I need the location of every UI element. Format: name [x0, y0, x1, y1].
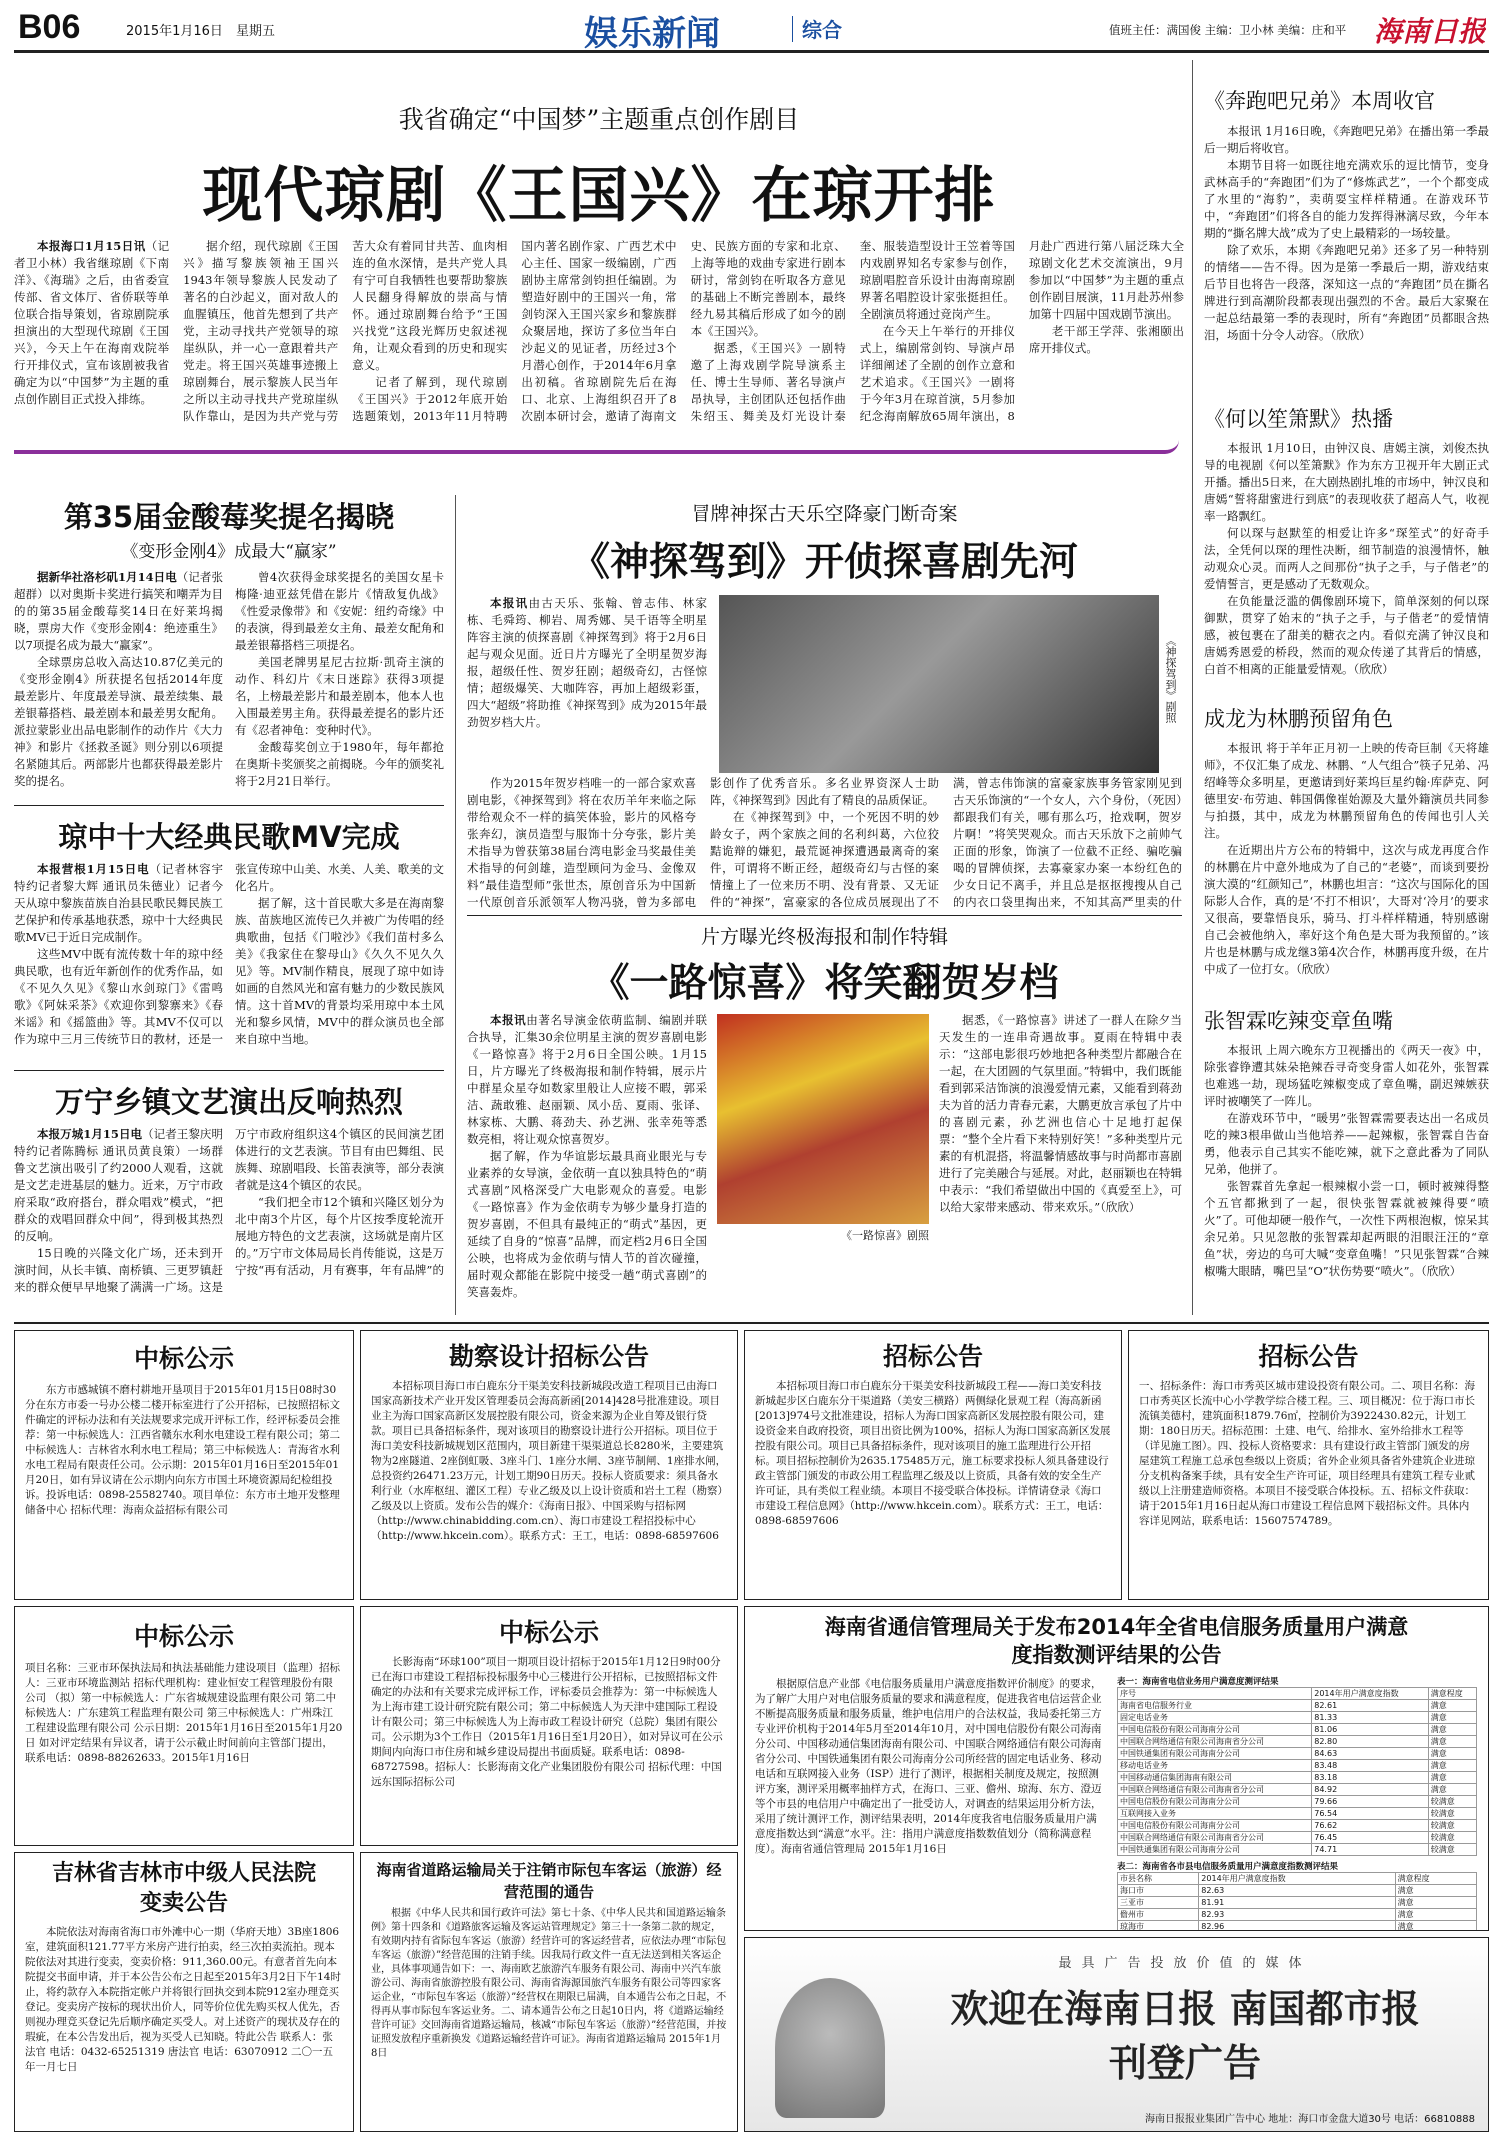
story-wanning [14, 1080, 444, 1315]
table-cell: 84.63 [1312, 1748, 1429, 1760]
table-title: 表一：海南省电信业务用户满意度测评结果 [1117, 1677, 1279, 1687]
detective-paragraph: 在《神探驾到》中，一个死因不明的妙龄女子，两个家族之间的名利纠葛，六位狡黠诡辩的嫌犯，最荒诞神探遭遇最离奇的案件，可谓将不断正经，超级奇幻与古怪的案情撞上了一位来历不明、没有背景、又无证件的“神探”，富豪家的各位成员展现出了不满，曾志伟饰演的富豪家族事务管家刚见到古天乐饰演的“一个女人，六个身份，（死因）都跟我们有关，哪有那么巧，抢戏啊，贺岁片啊！”将笑哭观众。而古天乐放下之前帅气正面的形象，饰演了一位截不正经、骗吃骗喝的冒牌侦探，去寡豪家办案一本纷红色的少女日记不离手，并且总是抠抠搜搜从自己的内衣口袋里掏出来，不知其高严里卖的什 [710, 776, 1182, 909]
ad-body: 一、招标条件：海口市秀英区城市建设投资有限公司。二、项目名称：海口市秀英区长流中心小学教学综合楼工程。三、项目概况：位于海口市长流镇美德村，建筑面积1879.76㎡，控制价为3922430.82元，计划工期：180日历天。招标范围：土建、电气、给排水、室外给排水工程等（详见施工图）。四、投标人资格要求：具有建设行政主管部门颁发的房屋建筑工程施工总承包叁级以上资质；省外企业须具备省外建筑企业进琼分支机构备案手续，具有安全生产许可证，项目经理具有建筑工程专业贰级以上注册建造师资格。本项目不接受联合体投标。五、招标文件获取：请于2015年1月16日起从海口市建设工程信息网下载招标文件。具体内容详见网站，联系电话：15607574789。 [1139, 1380, 1475, 1527]
raspberry-paragraph: 曾4次获得金球奖提名的美国女星卡梅隆·迪亚兹凭借在影片《情敌复仇战》《性爱录像带》和《安妮：纽约奇缘》中的表演，得到最差女主角、最差女配角和最差银幕搭档三项提名。 [235, 570, 444, 652]
table-cell: 中国移动通信集团海南有限公司 [1118, 1772, 1312, 1784]
table-cell: 满意 [1428, 1724, 1476, 1736]
table-cell: 84.92 [1312, 1784, 1429, 1796]
masthead-rule [14, 50, 1489, 53]
table-header-row [1118, 1873, 1477, 1885]
wanning-headline: 万宁乡镇文艺演出反响热烈 [54, 1085, 403, 1119]
sidebar-paragraph: 张智霖首先拿起一根辣椒小尝一口，顿时被辣得整个五官都揪到了一起，很快张智霖就被辣得要“喷火”了。可他却硬一般作气，一次性下两根泡椒，惊呆其余兄弟。只见忽散的张智霖却起两眼的泪眼汪汪的“章鱼”状，旁边的乌可大喊“变章鱼嘴！”只见张智霖“合辣椒嘴大眼睛，嘴巴呈“O”状伤势要“喷火”。（欣欣） [1204, 1179, 1489, 1278]
sidebar-headline-2: 《何以笙箫默》热播 [1204, 407, 1393, 431]
raspberry-paragraph: 美国老牌男星尼古拉斯·凯奇主演的动作、科幻片《末日迷踪》获得3项提名，上榜最差影片和最差剧本，他本人也入围最差男主角。获得最差提名的影片还有《忍者神龟：变种时代》。 [235, 655, 444, 737]
satisfaction-table-2 [1117, 1872, 1477, 1931]
lead-kicker: 我省确定“中国梦”主题重点创作剧目 [398, 105, 800, 134]
wanning-body [14, 1126, 444, 1311]
table-row [1118, 1921, 1477, 1932]
sidebar-paragraph: 除了欢乐，本期《奔跑吧兄弟》还多了另一种特别的情绪——告不得。因为是第一季最后一期，游戏结束后节目也将告一段落，深知这一点的“奔跑团”员在撕名牌进行到高潮阶段都表现出强烈的不舍。最后大家聚在一起总结最第一季的表现时，所有“奔跑团”员都眼含热泪，场面十分令人动容。（欣欣） [1204, 243, 1489, 342]
table-cell: 满意 [1428, 1712, 1476, 1724]
banner-tagline: 最具广告投放价值的媒体 [1058, 1956, 1312, 1971]
banner-headline: 欢迎在海南日报 南国都市报 刊登广告 [950, 1987, 1420, 2085]
ad-title: 吉林省吉林市中级人民法院变卖公告 [51, 1861, 316, 1916]
table-title: 表二：海南省各市县电信服务质量用户满意度指数测评结果 [1117, 1862, 1339, 1872]
table-cell: 满意 [1428, 1700, 1476, 1712]
table-row [1118, 1909, 1477, 1921]
table-header: 2014年用户满意度指数 [1199, 1873, 1395, 1885]
lead-paragraph: 记者了解到，现代琼剧《王国兴》于2012年底开始选题策划，2013年11月特聘国内著名剧作家、广西艺术中心主任、国家一级编剧，广西剧协主席常剑钧担任编剧。为塑造好剧中的王国兴一角，常剑钧深入王国兴家乡和黎族群众聚居地，探访了多位当年白沙起义的见证者，历经过3个月潜心创作，于2014年6月拿出初稿。省琼剧院先后在海口、北京、上海组织召开了8次剧本研讨会，邀请了海南文史、民族方面的专家和北京、上海等地的戏曲专家进行剧本研讨，常剑钧在听取各方意见的基础上不断完善剧本，最终经九易其稿后形成了如今的剧本《王国兴》。 [352, 239, 846, 423]
masthead [14, 6, 1489, 50]
ad-media-banner [744, 1937, 1489, 2132]
table-cell: 满意 [1428, 1748, 1476, 1760]
ad-body: 本招标项目海口市白鹿东分干渠美安科技新城段工程——海口美安科技新城起步区白鹿东分干渠道路（美安三横路）两侧绿化景观工程（海高新函[2013]974号文批准建设，招标人为海口国家高新区发展控股有限公司，建设资金来自政府投资，项目出资比例为100%，招标人为海口国家高新区发展控股有限公司。项目已具备招标条件，现对该项目的施工监理进行公开招标。项目招标控制价为2635.175485万元，施工标要求投标人须具备建设行政主管部门颁发的市政公用工程监理乙级及以上资质，具备有效的安全生产许可证，具有类似工程业绩。本项目不接受联合体投标。详情请登录《海口市建设工程信息网》（http://www.hkcein.com）。联系方式：王工，电话：0898-68597606 [755, 1380, 1111, 1527]
story-surprise [467, 922, 1182, 1317]
table-header: 序号 [1118, 1688, 1312, 1700]
ad-title: 招标公告 [882, 1342, 983, 1371]
raspberry-paragraph: 全球票房总收入高达10.87亿美元的《变形金刚4》所获提名包括2014年度最差影片、年度最差导演、最差续集、最差银幕搭档、最差剧本和最差男女配角。派拉蒙影业出品电影制作的动作片《大力神》和影片《拯救圣诞》则分别以6项提名紧随其后。两部影片也都获得最差影片奖的提名。 [14, 655, 223, 788]
sidebar-paragraph: 本报讯 将于羊年正月初一上映的传奇巨制《天将雄师》，不仅汇集了成龙、林鹏、“人气组合”筷子兄弟、冯绍峰等众多明星，更邀请到好莱坞巨星约翰·库萨克、阿德里安·布劳迪、韩国偶像崔始源及大量外籍演员共同参与拍摄，其中，成龙为林鹏预留角色的传闻也引人关注。 [1204, 741, 1489, 840]
section-sub: 综合 [802, 18, 842, 42]
story-qiongzhong [14, 815, 444, 1070]
detective-photo [719, 595, 1159, 773]
table-cell: 81.91 [1199, 1897, 1395, 1909]
table-row [1118, 1712, 1477, 1724]
table-cell: 海口市 [1118, 1885, 1199, 1897]
surprise-paragraph: 由著名导演金依萌监制、编剧并联合执导，汇集30余位明星主演的贺岁喜剧电影《一路惊喜》将于2月6日全国公映。1月15日，片方曝光了终极海报和制作特辑，展示片中群星众星夺如数家里般让人应接不暇，郭采洁、蔬敢雅、赵丽颖、凤小岳、夏雨、张译、林家栋、大鹏、蒋劲夫、孙艺洲、张幸苑等悉数亮相，将让观众惊喜贺岁。 [467, 1013, 707, 1146]
table-cell: 83.48 [1312, 1760, 1429, 1772]
ad-telecom-notice [744, 1606, 1489, 1931]
table-cell: 中国铁通集团有限公司海南分公司 [1118, 1748, 1312, 1760]
story-golden-raspberry [14, 495, 444, 805]
sidebar-paragraph: 在近期出片方公布的特辑中，这次与成龙再度合作的林鹏在片中意外地成为了自己的“老婆”，而谈到要扮演大漠的“红颜知己”，林鹏也坦言：“这次与国际化的国际影人合作，真的是‘不打不相识’，大哥对‘冷月’的要求又很高，要靠悟良乐，骑马、打斗样样精通，特别感谢自己会被他纳入，率好这个角色是大哥为我预留的。”该片也是林鹏与成龙继3第4次合作，林鹏再度升级，在片中成了一位打女。（欣欣） [1204, 843, 1489, 976]
table-row [1118, 1772, 1477, 1784]
story-detective [467, 495, 1182, 915]
table-row [1118, 1885, 1477, 1897]
qiongzhong-dateline: 本报营根1月15日电 [37, 862, 150, 876]
table-cell: 中国电信股份有限公司海南分公司 [1118, 1724, 1312, 1736]
lead-story [14, 60, 1184, 460]
table-cell: 满意 [1428, 1736, 1476, 1748]
section-title: 娱乐新闻 [584, 14, 720, 50]
lead-dateline: 本报海口1月15日讯 [37, 239, 146, 253]
sidebar-paragraph: 本报讯 1月16日晚，《奔跑吧兄弟》在播出第一季最后一期后将收官。 [1204, 124, 1489, 155]
ad-title: 勘察设计招标公告 [448, 1342, 649, 1371]
table-cell: 82.61 [1312, 1700, 1429, 1712]
raspberry-paragraph: （记者张超群）以对奥斯卡奖进行搞笑和嘲弄为目的的第35届金酸莓奖14日在好莱坞揭晓，票房大作《变形金刚4：绝迹重生》以7项提名成为最大“赢家”。 [14, 570, 223, 652]
ad-title: 中标公示 [133, 1344, 234, 1373]
table-cell: 76.45 [1312, 1832, 1429, 1844]
table-cell: 互联网接入业务 [1118, 1808, 1312, 1820]
qiongzhong-body [14, 861, 444, 1065]
table-cell: 满意 [1395, 1897, 1476, 1909]
sidebar-body-1 [1204, 123, 1489, 403]
ad-body: 根据《中华人民共和国行政许可法》第七十条、《中华人民共和国道路运输条例》第十四条和《道路旅客运输及客运站管理规定》第三十一条第二款的规定，有效期内持有省际包车客运（旅游）经营许可的客运经营者，应依法办理“市际包车客运（旅游）”经营范围的注销手续。因我局行政文件一直无法送到相关客运企业，具体事项通告如下：一、海南欧艺旅游汽车服务有限公司、海南中兴汽车旅游公司、海南省旅游控股有限公司、海南省海源国旅汽车服务有限公司等四家客运企业，“市际包车客运（旅游）”经营权在期限已届满，自本通告公布之日起，不得再从事市际包车客运业务。二、请本通告公布之日起10日内，将《道路运输经营许可证》交回海南省道路运输局，核减“市际包车客运（旅游）”经营范围，并按证照发放程序重新换发《道路运输经营许可证》。海南省道路运输局 2015年1月8日 [371, 1908, 727, 2059]
ad-tender-notice-2 [1128, 1330, 1489, 1600]
lead-headline: 现代琼剧《王国兴》在琼开排 [202, 161, 996, 231]
table-cell: 固定电话业务 [1118, 1712, 1312, 1724]
surprise-paragraph: 据了解，作为华谊影坛最具商业眼光与专业素养的女导演，金依萌一直以独具特色的“萌式喜剧”风格深受广大电影观众的喜爱。电影《一路惊喜》作为金依萌专为够少量身打造的贺岁喜剧，不但具有最纯正的“萌式”基因，更延续了自身的“惊喜”品牌，而定档2月6日全国公映，也将成为金依萌与情人节的首次碰撞，届时观众都能在影院中接受一趟“萌式喜剧”的笑喜轰炸。 [467, 1149, 707, 1299]
detective-body [467, 775, 1182, 913]
sidebar-headline-4: 张智霖吃辣变章鱼嘴 [1204, 1009, 1393, 1033]
table-cell: 82.96 [1199, 1921, 1395, 1932]
table-cell: 满意 [1428, 1760, 1476, 1772]
ad-title: 招标公告 [1258, 1342, 1359, 1371]
table-cell: 移动电话业务 [1118, 1760, 1312, 1772]
surprise-dateline: 本报讯 [490, 1013, 527, 1027]
surprise-photo [717, 1014, 929, 1224]
qiongzhong-paragraph: 据了解，这十首民歌大多是在海南黎族、苗族地区流传已久并被广为传唱的经典歌曲，包括《门啦沙》《我们苗村多么美》《我家住在黎母山》《久久不见久久见》等。MV制作精良，展现了琼中如诗如画的自然风光和富有魅力的少数民族风情。这十首MV的背景均采用琼中本土风光和黎乡风情，MV中的群众演员也全部来自琼中当地。 [235, 896, 444, 1046]
sidebar-paragraph: 何以琛与赵默笙的相爱让许多“琛笙式”的好奇手法，全凭何以琛的理性决断，细节制造的浪漫情怀，触动观众心灵。而两人之间那份“执子之手，与子偕老”的爱情誓言，更是感动了无数观众。 [1204, 526, 1489, 591]
ad-survey-tender [360, 1330, 738, 1600]
table-cell: 较满意 [1428, 1796, 1476, 1808]
ad-title: 海南省通信管理局关于发布2014年全省电信服务质量用户满意度指数测评结果的公告 [824, 1615, 1409, 1667]
qiongzhong-paragraph: （记者林容宇 特约记者黎大辉 通讯员朱德业）记者今天从琼中黎族苗族自治县民歌民舞民族工艺保护和传承基地获悉，琼中十大经典民歌MV已于近日完成制作。 [14, 862, 223, 944]
detective-kicker: 冒牌神探古天乐空降豪门断奇案 [691, 503, 958, 525]
raspberry-headline: 第35届金酸莓奖提名揭晓 [63, 500, 395, 534]
ad-body: 根据原信息产业部《电信服务质量用户满意度指数评价制度》的要求，为了解广大用户对电信服务质量的要求和满意程度，促进我省电信运营企业不断提高服务质量和服务质量，维护电信用户的合法权益，我局委托第三方专业评价机构于2014年5月至2014年10月，对中国电信股份有限公司海南分公司、中国移动通信集团海南有限公司、中国联合网络通信有限公司海南省分公司、中国铁通集团有限公司海南分公司所经营的固定电话业务、移动电话和互联网接入业务（ISP）进行了测评，根据相关制度及规定，按照测评方案，测评采用概率抽样方式，在海口、三亚、儋州、琼海、东方、澄迈等个市县的电信用户中确定出了一批受访人，对调查的结果运用分析方法，采用了统计测评工作，测评结果表明，2014年度我省电信服务质量用户满意度指数达到“满意”水平。注：指用户满意度指数数值划分（简称满意程度）。海南省通信管理局 2015年1月16日 [755, 1678, 1102, 1855]
sidebar-rule [1192, 60, 1193, 1315]
table-cell: 中国铁通集团有限公司海南分公司 [1118, 1844, 1312, 1856]
table-row [1118, 1760, 1477, 1772]
sidebar-body-3 [1204, 740, 1489, 1045]
banner-illustration [775, 1978, 885, 2118]
ad-body: 东方市感城镇不磨村耕地开垦项目于2015年01月15日08时30分在东方市委一号办公楼二楼开标室进行了公开招标，已按照招标文件确定的评标办法和有关法规要求完成开评标工作，经评标委员会推荐：第一中标候选人：江西省赣东水利水电建设工程有限公司；第二中标候选人：吉林省水利水电工程局；第三中标候选人：青海省水利水电工程局有限责任公司。公示期：2015年01月16日至2015年01月20日，如有异议请在公示期内向东方市国土环境资源局纪检组投诉。投诉电话：0898-25582740。项目单位：东方市土地开发整理储备中心 招标代理：海南众益招标有限公司 [25, 1384, 340, 1516]
table-header: 市县名称 [1118, 1873, 1199, 1885]
divider [14, 805, 444, 806]
surprise-kicker: 片方曝光终极海报和制作特辑 [700, 926, 948, 948]
ad-title: 中标公示 [498, 1618, 599, 1647]
table-row [1118, 1736, 1477, 1748]
table-cell: 满意 [1428, 1772, 1476, 1784]
ad-court-notice [14, 1852, 354, 2132]
table-header: 满意程度 [1428, 1688, 1476, 1700]
lead-paragraph: 据悉，《王国兴》一剧特邀了上海戏剧学院导演系主任、博士生导师、著名导演卢昂执导，主创团队还包括作曲朱绍玉、舞美及灯光设计秦奎、服装造型设计王笠着等国内戏剧界知名专家参与创作，琼剧唱腔音乐设计由海南琼剧界著名唱腔设计家张挺担任。全剧演员将通过竞岗产生。 [690, 239, 1015, 423]
page-code: B06 [18, 8, 81, 46]
ad-body: 本招标项目海口市白鹿东分干渠美安科技新城段改造工程项目已由海口国家高新技术产业开发区管理委员会海高新函[2014]428号批准建设。项目业主为海口国家高新区发展控股有限公司，资金来源为企业自筹及银行贷款。项目已具备招标条件，现对该项目的勘察设计进行公开招标。项目位于海口美安科技新城规划区范围内，项目新建干渠渠道总长8280米，主要建筑物为2座隧道、2座倒虹吸、3座斗门、1座分水闸、3座节制闸、1座排水闸，总投资约26471.23万元，计划工期90日历天。投标人资质要求：须具备水利行业（水库枢纽、灌区工程）专业乙级及以上设计资质和岩土工程（勘察）乙级及以上资质。发布公告的媒介：《海南日报》、中国采购与招标网（http://www.chinabidding.com.cn）、海口市建设工程招投标中心（http://www.hkcein.com）。联系方式：王工，电话：0898-68597606 [371, 1380, 727, 1542]
sidebar-headline-1: 《奔跑吧兄弟》本周收官 [1204, 89, 1435, 113]
table-row [1118, 1844, 1477, 1856]
table-row [1118, 1748, 1477, 1760]
table-cell: 82.93 [1199, 1909, 1395, 1921]
sidebar-headline-3: 成龙为林鹏预留角色 [1204, 707, 1393, 731]
lead-body [14, 238, 1184, 458]
sidebar-paragraph: 本期节目将一如既往地充满欢乐的逗比情节，变身武林高手的“奔跑团”们为了“修炼武艺”，一个个都变成了水里的“海豹”，卖萌耍宝样样精通。在游戏环节中，“奔跑团”们将各自的能力发挥得淋漓尽致，今年本期的“撕名牌大战”成为了史上最精彩的一场较量。 [1204, 158, 1489, 240]
paper-logo: 海南日报 [1374, 15, 1487, 48]
detective-paragraph: 由古天乐、张翰、曾志伟、林家栋、毛舜筠、柳岩、周秀娜、吴千语等全明星阵容主演的侦探喜剧《神探驾到》将于2月6日起与观众见面。近日片方曝光了全明星贺岁海报，超级任性、贺岁狂剧；超级奇幻，古怪惊情；超级爆笑、大咖阵容，再加上超级彩蛋，四大“超级”将助推《神探驾到》成为2015年最劲贺岁档大片。 [467, 596, 707, 729]
banner-footer: 海南日报报业集团广告中心 地址：海口市金盘大道30号 电话：66810888 [1145, 2114, 1475, 2125]
table-cell: 76.54 [1312, 1808, 1429, 1820]
satisfaction-table-1 [1117, 1687, 1477, 1856]
table-row [1118, 1808, 1477, 1820]
surprise-headline: 《一路惊喜》将笑翻贺岁档 [590, 961, 1059, 1006]
detective-headline: 《神探驾到》开侦探喜剧先河 [570, 540, 1078, 585]
ad-award-notice-1 [14, 1330, 354, 1600]
raspberry-body [14, 569, 444, 799]
wanning-paragraph: 15日晚的兴隆文化广场，还未到开演时间，从长丰镇、南桥镇、三更罗镇赶来的群众便早早地聚了满满一广场。这是万宁市政府组织这4个镇区的民间演艺团体进行的文艺表演。节目有由巴舞组、民族舞、琼剧唱段、长笛表演等，部分表演者就是这4个镇区的农民。 [14, 1127, 444, 1294]
lead-paragraph: 在今天上午举行的开排仪式上，编剧常剑钧、导演卢昂详细阐述了全剧的创作立意和艺术追求。《王国兴》一剧将于今年3月在琼首演，5月参加纪念海南解放65周年演出，8月赴广西进行第八届泛珠大全琼剧文化艺术交流演出，9月参加以“中国梦”为主题的重点创作剧目展演，11月赴苏州参加第十四届中国戏剧节演出。 [859, 239, 1184, 423]
wanning-paragraph: （记者王黎庆明 特约记者陈腾标 通讯员黄良策）一场群鲁文艺演出吸引了约2000人观看，这就是文艺走进基层的魅力。近来，万宁市政府采取“政府搭台，群众唱戏”模式，“把群众的戏唱回群众中间”，得到极其热烈的反响。 [14, 1127, 224, 1243]
ad-tender-notice-1 [744, 1330, 1122, 1600]
wanning-dateline: 本报万城1月15日电 [37, 1127, 143, 1141]
table-cell: 83.18 [1312, 1772, 1429, 1784]
table-cell: 满意 [1395, 1921, 1476, 1932]
column-rule [455, 495, 456, 1315]
table-cell: 较满意 [1428, 1844, 1476, 1856]
table-cell: 中国联合网络通信有限公司海南省分公司 [1118, 1736, 1312, 1748]
ad-body: 长影海南“环球100”项目一期项目设计招标于2015年1月12日9时00分已在海口市建设工程招标投标服务中心三楼进行公开招标，已按照招标文件确定的办法和有关要求完成评标工作，评标委员会推荐为：第一中标候选人为上海市建工设计研究院有限公司；第二中标候选人为天津中建国际工程设计有限公司；第三中标候选人为上海市政工程设计研究（总院）集团有限公司。公示期为3个工作日（2015年1月16日至1月20日），如对异议可在公示期间内向海口市住房和城乡建设局提出书面质疑。联系电话：0898-68727598。招标人：长影海南文化产业集团股份有限公司 招标代理：中国远东国际招标公司 [371, 1656, 723, 1788]
sidebar-paragraph: 在游戏环节中，“暖男”张智霖需要表达出一名成员吃的辣3根串做山当他培养——起辣椒，张智霖自告奋勇，他表示自己其实不能吃辣，就下之意此番为了同队兄弟，他拼了。 [1204, 1111, 1489, 1176]
issue-date: 2015年1月16日 [126, 24, 223, 39]
table-cell: 较满意 [1428, 1820, 1476, 1832]
divider [467, 915, 1182, 916]
table-row [1118, 1820, 1477, 1832]
sidebar-paragraph: 在负能量泛滥的偶像剧环境下，简单深刻的何以琛御默，贯穿了始末的“执子之手，与子偕老”的爱情情感，被包裹在了甜美的糖衣之内。看似充满了钟汉良和唐嫣秀恩爱的桥段，然而的观众传递了其背后的情感，白首不相离的正能量爱情观。（欣欣） [1204, 594, 1489, 676]
sidebar-body-4 [1204, 1042, 1489, 1312]
surprise-body-left [467, 1012, 707, 1312]
table-row [1118, 1724, 1477, 1736]
raspberry-paragraph: 金酸莓奖创立于1980年，每年都抢在奥斯卡奖颁奖之前揭晓。今年的颁奖礼将于2月21日举行。 [235, 740, 444, 788]
editors-line: 值班主任：满国俊 主编：卫小林 美编：庄和平 [1109, 23, 1347, 37]
table-cell: 较满意 [1428, 1808, 1476, 1820]
table-cell: 中国联合网络通信有限公司海南省分公司 [1118, 1784, 1312, 1796]
table-row [1118, 1796, 1477, 1808]
sidebar-paragraph: 本报讯 上周六晚东方卫视播出的《两天一夜》中，除张睿铮遭其妹朵艳辣吞寻奇变身雷人如花外，张智霖也难逃一劫，现场猛吃辣椒变成了章鱼嘴，副迟辣嫉获评时被嘲笑了一阵儿。 [1204, 1043, 1489, 1108]
lead-paragraph: 老干部王学萍、张湘颐出席开排仪式。 [1028, 324, 1184, 355]
ads-top-rule [14, 1322, 1489, 1324]
table-cell: 中国联合网络通信有限公司海南省分公司 [1118, 1832, 1312, 1844]
surprise-body-right [939, 1012, 1182, 1312]
table-cell: 儋州市 [1118, 1909, 1199, 1921]
table-cell: 81.33 [1312, 1712, 1429, 1724]
table-cell: 82.63 [1199, 1885, 1395, 1897]
table-row [1118, 1897, 1477, 1909]
ad-award-notice-2 [14, 1606, 354, 1846]
table-cell: 三亚市 [1118, 1897, 1199, 1909]
ad-body: 本院依法对海南省海口市外滩中心一期（华府天地）3B座1806室，建筑面积121.77平方米房产进行拍卖，经三次拍卖流拍。现本院依法对其进行变卖，变卖价格：911,360.00元。有意者首先向本院提交书面申请，并于本公告公布之日起至2015年3月2日下午14时止，将约款存入本院指定帐户并将银行回执交到本院912室办理竞买登记。变卖房产按标的现状出价人，同等价位优先购买权人优先，否则视办理竞买登记先后顺序确定买受人。对上述资产的现状及存在的瑕疵，在本公告发出后，视为买受人已知晓。特此公告 联系人：张法官 电话：0432-65251319 唐法官 电话：63070912 二〇一五年一月七日 [25, 1926, 341, 2073]
ad-title: 海南省道路运输局关于注销市际包车客运（旅游）经营范围的通告 [376, 1861, 722, 1901]
issue-weekday: 星期五 [236, 24, 276, 39]
table-header: 满意程度 [1395, 1873, 1476, 1885]
table-cell: 82.80 [1312, 1736, 1429, 1748]
ad-body: 项目名称：三亚市环保执法局和执法基础能力建设项目（监理）招标人：三亚市环境监测站 招标代理机构：建业恒安工程管理股份有限公司 （拟）第一中标候选人：广东省城规建设监理有限公司 第二中标候选人：广东建筑工程监理有限公司 第三中标候选人：广州珠江工程建设监理有限公司 公示日期：2015年1月16日至2015年1月20日 如对评定结果有异议者，请于公示截止时间前向主管部门提出，联系电话：0898-88262633。2015年1月16日 [25, 1662, 343, 1764]
lead-paragraph: 据介绍，现代琼剧《王国兴》描写黎族领袖王国兴1943年领导黎族人民发动了著名的白沙起义，面对敌人的血腥镇压，他首先想到了共产党，主动寻找共产党领导的琼崖纵队，并一心一意跟着共产党走。将王国兴英雄事迹搬上琼剧舞台，展示黎族人民当年之所以主动寻找共产党琼崖纵队作靠山，是因为共产党与劳苦大众有着同甘共苦、血肉相连的鱼水深情，是共产党人具有宁可自我牺牲也要帮助黎族人民翻身得解放的崇高与情怀。通过琼剧舞台给予“王国兴找党”这段光辉历史叙述视角，让观众看到的历史和现实意义。 [183, 239, 508, 423]
table-header-row [1118, 1688, 1477, 1700]
table-cell: 满意 [1428, 1784, 1476, 1796]
table-cell: 满意 [1395, 1885, 1476, 1897]
lead-paragraph: （记者卫小林）我省继琼剧《下南洋》、《海瑞》之后，由省委宣传部、省文体厅、省侨联等单位联合指导策划，省琼剧院承担演出的大型现代琼剧《王国兴》，今天上午在海南戏院举行开排仪式，宣布该剧被我省确定为以“中国梦”为主题的重点创作剧目正式投入排练。 [14, 239, 170, 406]
divider [14, 1070, 444, 1071]
table-cell: 中国电信股份有限公司海南分公司 [1118, 1820, 1312, 1832]
table-cell: 海南省电信服务行业 [1118, 1700, 1312, 1712]
table-cell: 76.62 [1312, 1820, 1429, 1832]
table-cell: 琼海市 [1118, 1921, 1199, 1932]
table-row [1118, 1700, 1477, 1712]
raspberry-subhead: 《变形金刚4》成最大“赢家” [121, 542, 337, 562]
table-cell: 79.66 [1312, 1796, 1429, 1808]
table-cell: 较满意 [1428, 1832, 1476, 1844]
ad-award-notice-3 [360, 1606, 738, 1846]
table-cell: 81.06 [1312, 1724, 1429, 1736]
table-cell: 中国电信股份有限公司海南分公司 [1118, 1796, 1312, 1808]
telecom-table-1 [1117, 1675, 1477, 1931]
detective-photo-caption: 《神探驾到》剧照 [1164, 635, 1177, 723]
table-cell: 74.71 [1312, 1844, 1429, 1856]
surprise-paragraph: 据悉，《一路惊喜》讲述了一群人在除夕当天发生的一连串奇遇故事。夏雨在特辑中表示：“这部电影很巧妙地把各种类型片都融合在一起，在大团圆的气氛里面。”特辑中，我们既能看到郭采洁饰演的浪漫爱情元素，又能看到蒋劲夫为首的活力青春元素，大鹏更放言承包了片中的喜剧元素，孙艺洲也信心十足地打起保票：“整个全片看下来特别好笑！”多种类型片元素的有机混搭，将温馨情感故事与时尚都市喜剧进行了完美融合与延展。对此，赵丽颖也在特辑中表示：“我们希望做出中国的《真爱至上》，可以给大家带来感动、带来欢乐。”（欣欣） [939, 1013, 1182, 1214]
detective-dateline: 本报讯 [490, 596, 529, 610]
ad-transport-notice [360, 1852, 738, 2132]
table-cell: 满意 [1395, 1909, 1476, 1921]
ad-title: 中标公示 [133, 1622, 234, 1651]
table-header: 2014年用户满意度指数 [1312, 1688, 1429, 1700]
detective-body-top [467, 595, 707, 770]
wanning-paragraph: “我们把全市12个镇和兴隆区划分为北中南3个片区，每个片区按季度轮流开展地方特色的文艺表演，这场就是南片区的。”万宁市文体局局长肖传能说，这是万宁按“再有活动，月有赛事，年有品牌”的 [235, 1195, 444, 1277]
lead-purple-bracket [14, 440, 1179, 454]
qiongzhong-paragraph: 这些MV中既有流传数十年的琼中经典民歌，也有近年新创作的优秀作品，如《不见久久见》《黎山水剑琼门》《雷鸣歌》《阿妹采茶》《欢迎你到黎寨来》《春米谣》和《摇篮曲》等。其MV不仅可以作为琼中三月三传统节日的教材，还是一张宣传琼中山美、水美、人美、歌美的文化名片。 [14, 862, 444, 1046]
table-row [1118, 1832, 1477, 1844]
sidebar-paragraph: 本报讯 1月10日，由钟汉良、唐嫣主演，刘俊杰执导的电视剧《何以笙箫默》作为东方卫视开年大剧正式开播。播出5日来，在大剧热剧扎堆的市场中，钟汉良和唐嫣“誓将甜蜜进行到底”的表现收获了超高人气，收视率一路飘红。 [1204, 441, 1489, 523]
raspberry-dateline: 据新华社洛杉矶1月14日电 [37, 570, 177, 584]
section-divider [792, 16, 793, 42]
detective-paragraph: 作为2015年贺岁档唯一的一部合家欢喜剧电影，《神探驾到》将在农历羊年来临之际带给观众不一样的搞笑体验，影片的风格夸张奔幻，演员造型与服饰十分夸张，影片美术指导为曾获第38届台湾电影金马奖最佳美术指导的何剑雄，造型顾问为金马、金像双料“最佳造型师”张世杰，原创音乐为中国新一代原创音乐派领军人物冯骁，曾为多部电影创作了优秀音乐。多名业界资深人士助阵，《神探驾到》因此有了精良的品质保证。 [467, 776, 939, 909]
surprise-photo-caption: 《一路惊喜》剧照 [841, 1229, 929, 1242]
qiongzhong-headline: 琼中十大经典民歌MV完成 [58, 820, 400, 854]
table-row [1118, 1784, 1477, 1796]
sidebar [1204, 85, 1489, 1315]
